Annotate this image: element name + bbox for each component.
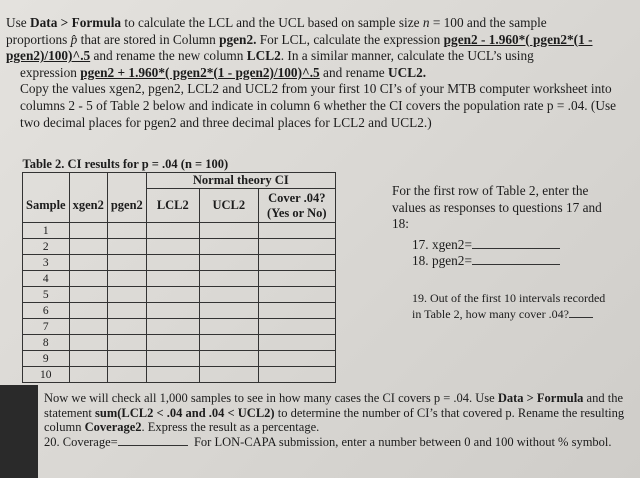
- table-cell[interactable]: [107, 335, 146, 351]
- sample-number: 7: [23, 319, 70, 335]
- table-cell[interactable]: [107, 287, 146, 303]
- table-cell[interactable]: [199, 255, 258, 271]
- table-cell[interactable]: [146, 335, 199, 351]
- table-cell[interactable]: [258, 239, 335, 255]
- table-cell[interactable]: [199, 351, 258, 367]
- table-cell[interactable]: [107, 351, 146, 367]
- table-cell[interactable]: [146, 223, 199, 239]
- sample-number: 9: [23, 351, 70, 367]
- table-cell[interactable]: [258, 303, 335, 319]
- table-cell[interactable]: [199, 271, 258, 287]
- table-cell[interactable]: [199, 319, 258, 335]
- copy-instructions: Copy the values xgen2, pgen2, LCL2 and UCL2 from your first 10 CI’s of your MTB computer worksheet into columns 2 - 5 of Table 2 below and indicate in column 6 whether the CI covers the population rate p = .04. (Use two decimal places for pgen2 and three decimal places for LCL2 and UCL2.): [20, 81, 617, 130]
- table-row: [23, 239, 336, 255]
- table-cell[interactable]: [146, 319, 199, 335]
- coverage-instructions: Now we will check all 1,000 samples to see in how many cases the CI covers p = .04. Use Data > Formula and the statement sum(LCL2 < .04 and .04 < UCL2) to determine the number of CI’s that covered p. Rename the resulting column Coverage2. Express the result as a percentage. 20. Coverage= For LON-CAPA submission, enter a number between 0 and 100 without % symbol.: [44, 391, 625, 449]
- questions-17-18: For the first row of Table 2, enter the values as responses to questions 17 and 18: 17. xgen2= 18. pgen2=: [392, 183, 602, 269]
- table-cell[interactable]: [199, 223, 258, 239]
- table-cell[interactable]: [258, 367, 335, 383]
- table-cell[interactable]: [69, 223, 107, 239]
- table-cell[interactable]: [199, 367, 258, 383]
- table-cell[interactable]: [69, 335, 107, 351]
- col-header: LCL2: [146, 189, 199, 223]
- sample-number: 2: [23, 239, 70, 255]
- table-cell[interactable]: [69, 287, 107, 303]
- table-cell[interactable]: [107, 255, 146, 271]
- table-cell[interactable]: [258, 255, 335, 271]
- table-row: [23, 319, 336, 335]
- table-cell[interactable]: [258, 287, 335, 303]
- answer-blank[interactable]: [472, 264, 560, 265]
- table-cell[interactable]: [107, 319, 146, 335]
- table-cell[interactable]: [258, 351, 335, 367]
- table-cell[interactable]: [146, 271, 199, 287]
- col-header: Cover .04? (Yes or No): [258, 189, 335, 223]
- question-19: 19. Out of the first 10 intervals recorded in Table 2, how many cover .04?: [412, 291, 606, 321]
- table-cell[interactable]: [69, 255, 107, 271]
- table-row: [23, 335, 336, 351]
- table-cell[interactable]: [258, 335, 335, 351]
- ci-results-table: [22, 157, 336, 383]
- table-cell[interactable]: [146, 351, 199, 367]
- table-cell[interactable]: [107, 271, 146, 287]
- table-caption: Table 2. CI results for p = .04 (n = 100): [23, 157, 336, 173]
- table-cell[interactable]: [69, 303, 107, 319]
- table-row: [23, 287, 336, 303]
- col-header: pgen2: [107, 189, 146, 223]
- table-row: [23, 367, 336, 383]
- table-cell[interactable]: [69, 319, 107, 335]
- sample-number: 6: [23, 303, 70, 319]
- table-cell[interactable]: [199, 239, 258, 255]
- sample-number: 3: [23, 255, 70, 271]
- table-cell[interactable]: [69, 351, 107, 367]
- sample-number: 8: [23, 335, 70, 351]
- sample-number: 5: [23, 287, 70, 303]
- coverage-blank[interactable]: [118, 445, 188, 446]
- table-row: [23, 255, 336, 271]
- table-cell[interactable]: [146, 255, 199, 271]
- table-cell[interactable]: [69, 271, 107, 287]
- col-header: UCL2: [199, 189, 258, 223]
- table-cell[interactable]: [146, 287, 199, 303]
- photo-edge: [0, 385, 38, 478]
- table-cell[interactable]: [199, 287, 258, 303]
- table-cell[interactable]: [107, 367, 146, 383]
- table-cell[interactable]: [107, 239, 146, 255]
- ucl-expression: pgen2 + 1.960*( pgen2*(1 - pgen2)/100)^.5: [80, 64, 320, 80]
- sample-number: 4: [23, 271, 70, 287]
- group-header: Normal theory CI: [146, 173, 335, 189]
- table-cell[interactable]: [258, 319, 335, 335]
- instructions: Use Data > Formula to calculate the LCL and the UCL based on sample size n = 100 and the sample proportions p̂ that are stored in Column pgen2. For LCL, calculate the expression pgen2 - 1.960*( pgen2*(1 - pgen2)/100)^.5 and rename the new column LCL2. In a similar manner, calculate the UCL’s using expression pgen2 + 1.960*( pgen2*(1 - pgen2)/100)^.5 and rename UCL2. Copy the values xgen2, pgen2, LCL2 and UCL2 from your first 10 CI’s of your MTB computer worksheet into columns 2 - 5 of Table 2 below and indicate in column 6 whether the CI covers the population rate p = .04. (Use two decimal places for pgen2 and three decimal places for LCL2 and UCL2.): [6, 15, 631, 131]
- table-cell[interactable]: [258, 223, 335, 239]
- table-row: [23, 303, 336, 319]
- col-header: Sample: [23, 189, 70, 223]
- table-cell[interactable]: [199, 335, 258, 351]
- table-row: [23, 271, 336, 287]
- sample-number: 1: [23, 223, 70, 239]
- col-header: xgen2: [69, 189, 107, 223]
- table-row: [23, 351, 336, 367]
- table-cell[interactable]: [146, 367, 199, 383]
- table-cell[interactable]: [69, 367, 107, 383]
- table-cell[interactable]: [258, 271, 335, 287]
- table-cell[interactable]: [107, 223, 146, 239]
- table-row: [23, 223, 336, 239]
- answer-blank[interactable]: [472, 248, 560, 249]
- table-cell[interactable]: [146, 303, 199, 319]
- table-cell[interactable]: [107, 303, 146, 319]
- answer-blank[interactable]: [569, 317, 593, 318]
- lcl-expression: pgen2 - 1.960*( pgen2*(1 - pgen2)/100)^.5: [6, 31, 593, 64]
- table-cell[interactable]: [146, 239, 199, 255]
- table-cell[interactable]: [69, 239, 107, 255]
- sample-number: 10: [23, 367, 70, 383]
- table-cell[interactable]: [199, 303, 258, 319]
